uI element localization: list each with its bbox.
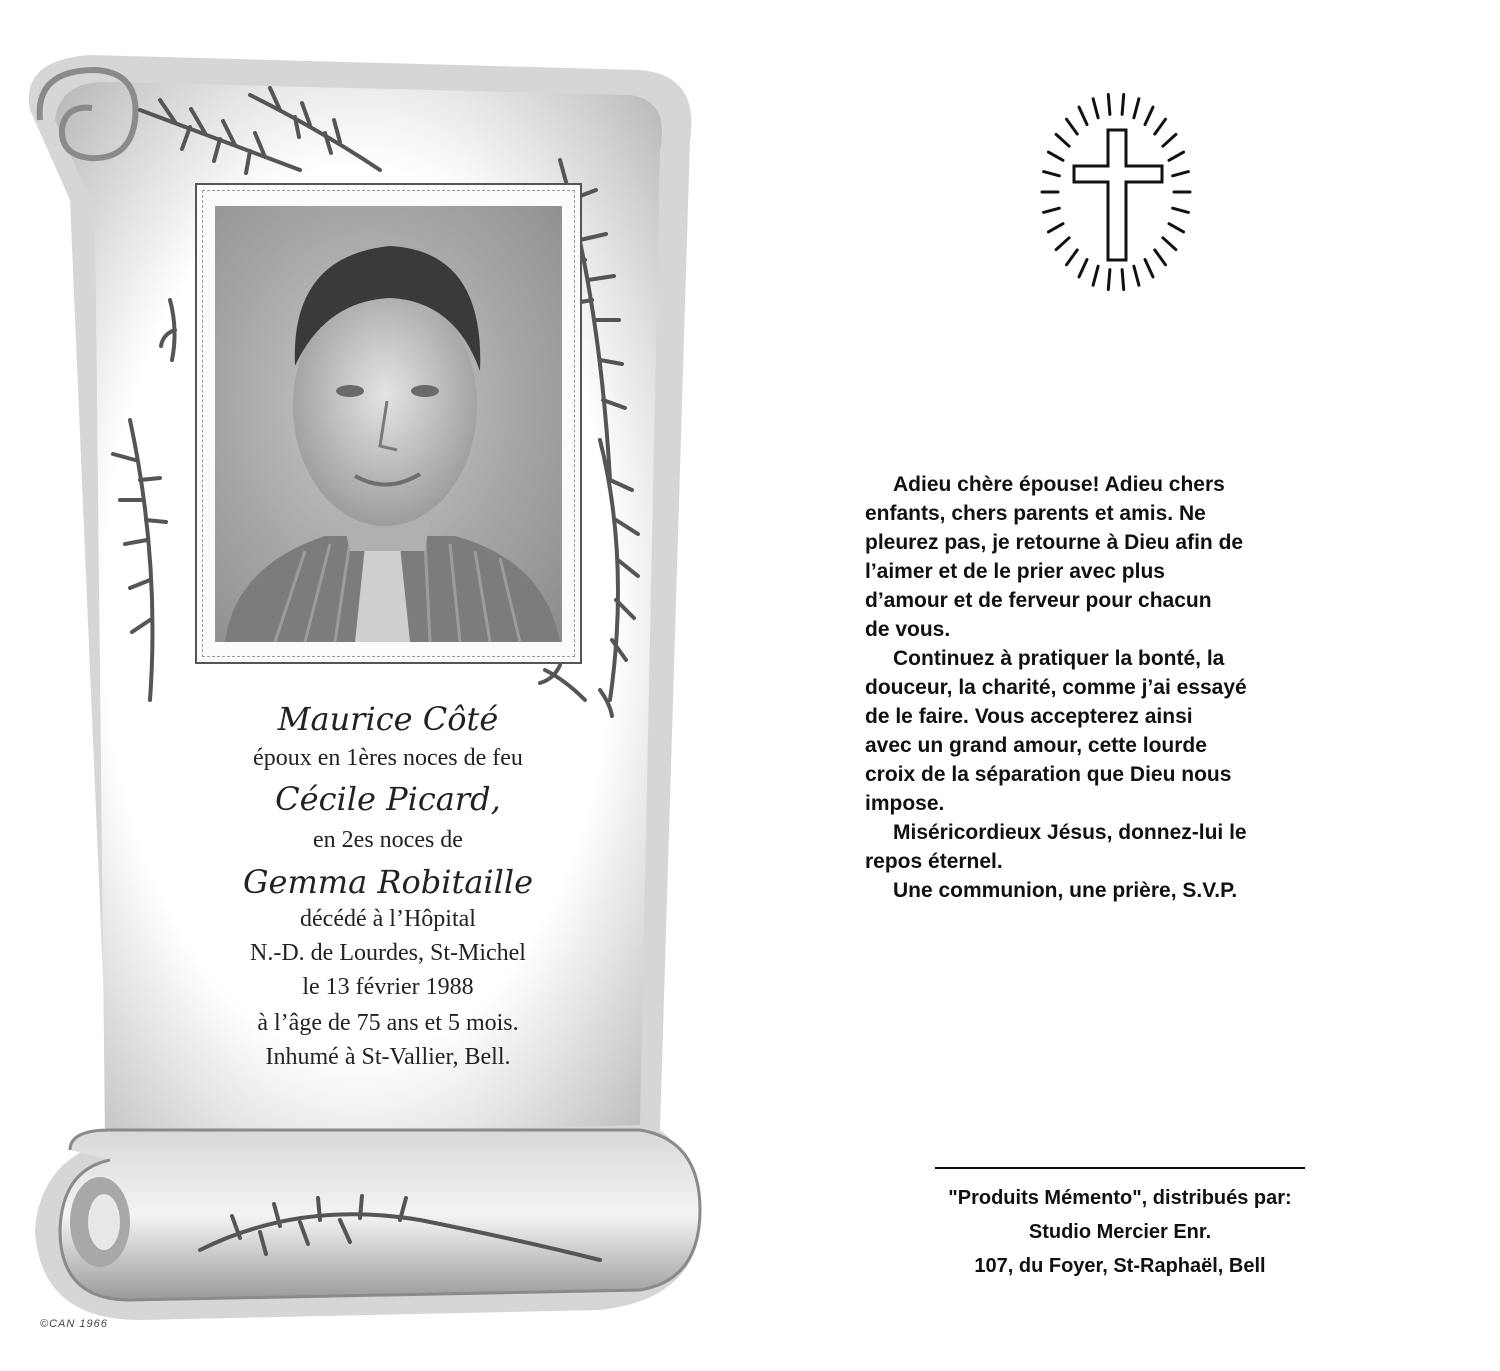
- prayer-line: de vous.: [865, 618, 951, 641]
- cross-ray: [1169, 224, 1184, 232]
- prayer-line: d’amour et de ferveur pour chacun: [865, 589, 1212, 612]
- cross-ray: [1048, 152, 1063, 160]
- death-date: le 13 février 1988: [302, 974, 474, 1000]
- death-place-line-2: N.-D. de Lourdes, St-Michel: [250, 940, 526, 966]
- cross-ray: [1056, 134, 1069, 146]
- cross-ray: [1093, 266, 1098, 285]
- publisher-line-1: "Produits Mémento", distribués par:: [948, 1187, 1292, 1209]
- cross-ray: [1163, 238, 1176, 250]
- cross-ray: [1093, 99, 1098, 118]
- prayer-line: Continuez à pratiquer la bonté, la: [893, 647, 1225, 670]
- first-spouse-name: Cécile Picard,: [275, 780, 501, 818]
- cross-ray: [1134, 99, 1139, 118]
- prayer-line: Une communion, une prière, S.V.P.: [893, 879, 1238, 902]
- prayer-line: l’aimer et de le prier avec plus: [865, 560, 1165, 583]
- prayer-line: pleurez pas, je retourne à Dieu afin de: [865, 531, 1244, 554]
- cross-ray: [1134, 266, 1139, 285]
- second-marriage-line: en 2es noces de: [313, 827, 463, 853]
- first-marriage-line: époux en 1ères noces de feu: [253, 745, 523, 771]
- death-place-line-1: décédé à l’Hôpital: [300, 906, 476, 932]
- cross-ray: [1067, 250, 1078, 265]
- cross-ray: [1145, 107, 1153, 124]
- publisher-line-2: Studio Mercier Enr.: [1028, 1221, 1212, 1243]
- prayer-line: douceur, la charité, comme j’ai essayé: [865, 676, 1247, 699]
- publisher-line-3: 107, du Foyer, St-Raphaël, Bell: [974, 1255, 1266, 1277]
- prayer-line: de le faire. Vous accepterez ainsi: [865, 705, 1193, 728]
- prayer-line: impose.: [865, 792, 945, 815]
- cross-ray: [1163, 134, 1176, 146]
- cross-ray: [1044, 172, 1060, 176]
- prayer-line: Miséricordieux Jésus, donnez-lui le: [893, 821, 1247, 844]
- cross-ray: [1155, 119, 1166, 134]
- cross-ray: [1108, 95, 1110, 115]
- cross-ray: [1056, 238, 1069, 250]
- cross-ray: [1122, 270, 1124, 290]
- deceased-name: Maurice Côté: [277, 700, 499, 738]
- portrait-photo: [215, 206, 562, 642]
- burial-place: Inhumé à St-Vallier, Bell.: [265, 1044, 511, 1070]
- cross-ray: [1122, 95, 1124, 115]
- age-at-death: à l’âge de 75 ans et 5 mois.: [257, 1010, 519, 1036]
- cross-ray: [1173, 208, 1189, 212]
- prayer-line: Adieu chère épouse! Adieu chers: [893, 473, 1225, 496]
- second-spouse-name: Gemma Robitaille: [242, 863, 534, 901]
- prayer-line: avec un grand amour, cette lourde: [865, 734, 1207, 757]
- cross-ray: [1155, 250, 1166, 265]
- cross-ray: [1067, 119, 1078, 134]
- cross-ray: [1048, 224, 1063, 232]
- radiant-cross-icon: [1040, 92, 1192, 292]
- prayer-line: enfants, chers parents et amis. Ne: [865, 502, 1206, 525]
- divider-rule: [935, 1167, 1305, 1169]
- prayer-line: repos éternel.: [865, 850, 1003, 873]
- cross-ray: [1169, 152, 1184, 160]
- copyright-mark: ©CAN 1966: [40, 1318, 108, 1330]
- cross-ray: [1108, 270, 1110, 290]
- photo-frame: [195, 183, 582, 664]
- cross-ray: [1079, 107, 1087, 124]
- prayer-line: croix de la séparation que Dieu nous: [865, 763, 1232, 786]
- cross-ray: [1044, 208, 1060, 212]
- cross-ray: [1079, 260, 1087, 277]
- cross-ray: [1145, 260, 1153, 277]
- cross-ray: [1173, 172, 1189, 176]
